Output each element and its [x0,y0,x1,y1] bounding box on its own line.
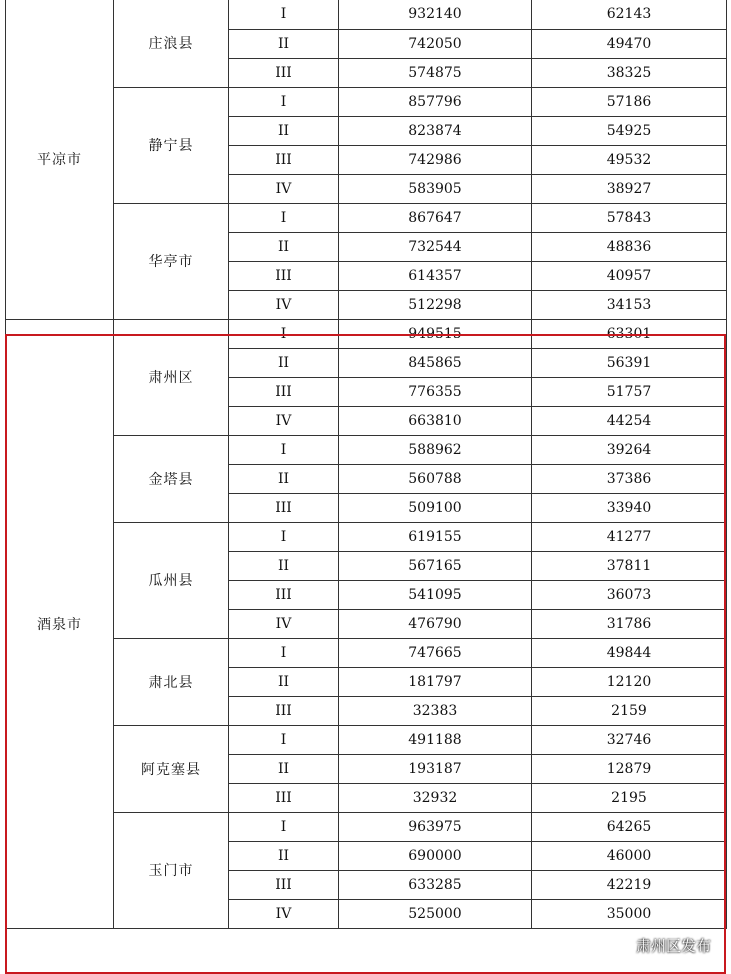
value-cell: 35000 [532,899,727,928]
table-row [6,319,727,348]
value-cell: 932140 [339,0,532,29]
value-cell: 567165 [339,551,532,580]
grade-cell: II [229,29,339,58]
value-cell: 823874 [339,116,532,145]
grade-cell: II [229,348,339,377]
value-cell: 574875 [339,58,532,87]
value-cell: 588962 [339,435,532,464]
value-cell: 509100 [339,493,532,522]
value-cell: 33940 [532,493,727,522]
county-name: 华亭市 [114,203,229,319]
value-cell: 38325 [532,58,727,87]
land-price-table [5,0,727,929]
value-cell: 690000 [339,841,532,870]
county-name: 肃州区 [114,319,229,435]
county-name: 玉门市 [114,812,229,928]
grade-cell: II [229,232,339,261]
value-cell: 491188 [339,725,532,754]
value-cell: 614357 [339,261,532,290]
value-cell: 193187 [339,754,532,783]
value-cell: 51757 [532,377,727,406]
grade-cell: III [229,145,339,174]
value-cell: 742986 [339,145,532,174]
value-cell: 747665 [339,638,532,667]
table-body [6,0,727,928]
grade-cell: I [229,725,339,754]
grade-cell: III [229,493,339,522]
grade-cell: I [229,435,339,464]
county-name: 静宁县 [114,87,229,203]
grade-cell: IV [229,899,339,928]
grade-cell: I [229,203,339,232]
grade-cell: IV [229,290,339,319]
value-cell: 181797 [339,667,532,696]
value-cell: 525000 [339,899,532,928]
grade-cell: I [229,0,339,29]
value-cell: 36073 [532,580,727,609]
value-cell: 64265 [532,812,727,841]
value-cell: 732544 [339,232,532,261]
grade-cell: IV [229,174,339,203]
grade-cell: I [229,87,339,116]
value-cell: 41277 [532,522,727,551]
value-cell: 867647 [339,203,532,232]
county-name: 阿克塞县 [114,725,229,812]
value-cell: 40957 [532,261,727,290]
county-name: 金塔县 [114,435,229,522]
value-cell: 32932 [339,783,532,812]
value-cell: 57186 [532,87,727,116]
city-name: 平凉市 [6,0,114,319]
table-row [6,725,727,754]
value-cell: 49844 [532,638,727,667]
grade-cell: II [229,116,339,145]
table-row [6,638,727,667]
value-cell: 12879 [532,754,727,783]
grade-cell: III [229,870,339,899]
watermark-text: 肃州区发布 [635,937,711,955]
value-cell: 62143 [532,0,727,29]
table-row [6,203,727,232]
value-cell: 32746 [532,725,727,754]
grade-cell: I [229,522,339,551]
grade-cell: II [229,551,339,580]
value-cell: 663810 [339,406,532,435]
value-cell: 776355 [339,377,532,406]
value-cell: 38927 [532,174,727,203]
watermark [606,935,711,956]
value-cell: 619155 [339,522,532,551]
value-cell: 742050 [339,29,532,58]
value-cell: 34153 [532,290,727,319]
value-cell: 963975 [339,812,532,841]
grade-cell: I [229,319,339,348]
grade-cell: III [229,580,339,609]
value-cell: 44254 [532,406,727,435]
value-cell: 37811 [532,551,727,580]
document-page [5,0,726,929]
table-row [6,435,727,464]
value-cell: 32383 [339,696,532,725]
value-cell: 49470 [532,29,727,58]
value-cell: 583905 [339,174,532,203]
value-cell: 2195 [532,783,727,812]
value-cell: 560788 [339,464,532,493]
grade-cell: IV [229,406,339,435]
grade-cell: IV [229,609,339,638]
value-cell: 39264 [532,435,727,464]
value-cell: 42219 [532,870,727,899]
value-cell: 541095 [339,580,532,609]
value-cell: 949515 [339,319,532,348]
value-cell: 2159 [532,696,727,725]
table-row [6,522,727,551]
value-cell: 57843 [532,203,727,232]
value-cell: 56391 [532,348,727,377]
grade-cell: II [229,464,339,493]
grade-cell: II [229,754,339,783]
value-cell: 633285 [339,870,532,899]
grade-cell: III [229,783,339,812]
value-cell: 54925 [532,116,727,145]
grade-cell: III [229,377,339,406]
value-cell: 31786 [532,609,727,638]
county-name: 瓜州县 [114,522,229,638]
county-name: 肃北县 [114,638,229,725]
grade-cell: II [229,841,339,870]
grade-cell: III [229,261,339,290]
table-row [6,87,727,116]
grade-cell: III [229,58,339,87]
value-cell: 63301 [532,319,727,348]
wechat-icon [606,936,630,956]
grade-cell: I [229,812,339,841]
value-cell: 476790 [339,609,532,638]
value-cell: 857796 [339,87,532,116]
value-cell: 46000 [532,841,727,870]
city-name: 酒泉市 [6,319,114,928]
value-cell: 512298 [339,290,532,319]
grade-cell: III [229,696,339,725]
value-cell: 37386 [532,464,727,493]
table-row [6,812,727,841]
grade-cell: I [229,638,339,667]
value-cell: 48836 [532,232,727,261]
value-cell: 49532 [532,145,727,174]
county-name: 庄浪县 [114,0,229,87]
value-cell: 12120 [532,667,727,696]
value-cell: 845865 [339,348,532,377]
table-row [6,0,727,29]
grade-cell: II [229,667,339,696]
